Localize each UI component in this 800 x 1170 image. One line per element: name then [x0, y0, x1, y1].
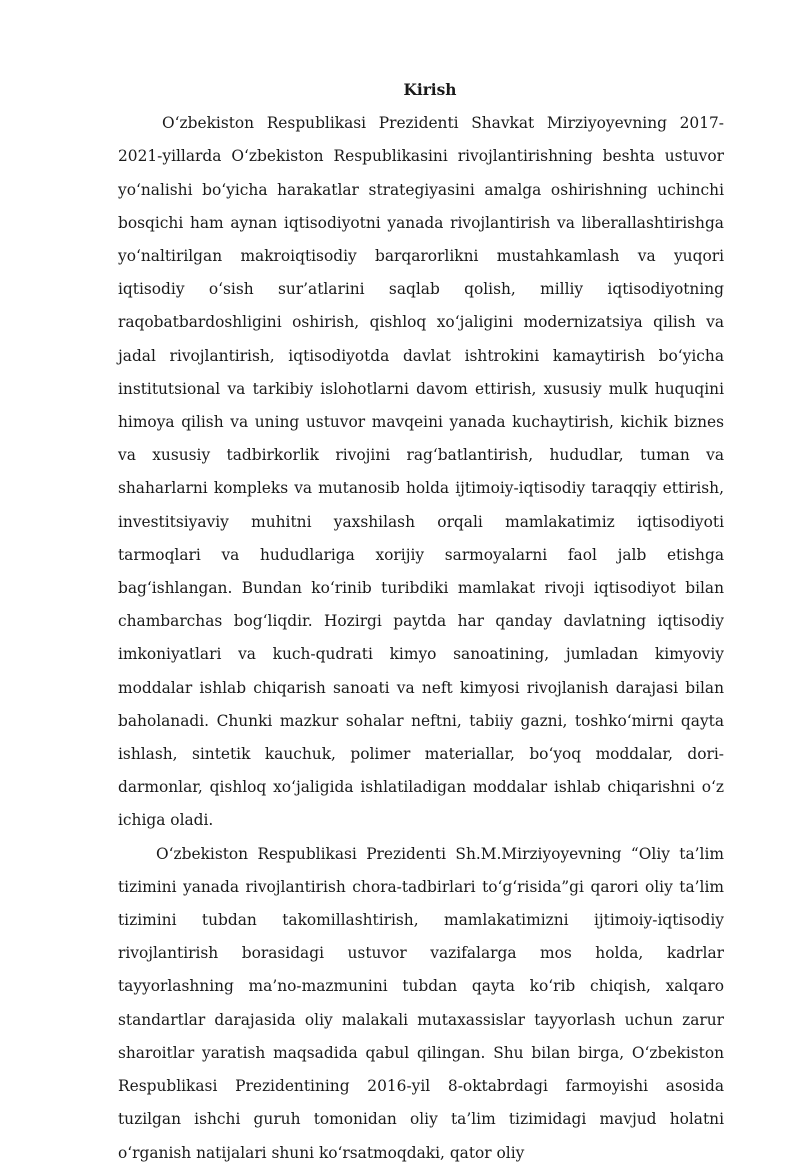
section-title: Kirish	[403, 81, 457, 99]
paragraph-1: O‘zbekiston Respublikasi Prezidenti Shavkat Mirziyoyevning 2017-2021-yillarda O‘zbekiston Respublikasini rivojlantirishning beshta ustuvor yo‘nalishi bo‘yicha harakatlar strategiyasini amalga oshirishning uchinchi bosqichi ham aynan iqtisodiyotni yanada rivojlantirish va liberallashtirishga yo‘naltirilgan makroiqtisodiy barqarorlikni mustahkamlash va yuqori iqtisodiy o‘sish sur’atlarini saqlab qolish, milliy iqtisodiyotning raqobatbardoshligini oshirish, qishloq xo‘jaligini modernizatsiya qilish va jadal rivojlantirish, iqtisodiyotda davlat ishtrokini kamaytirish bo‘yicha institutsional va tarkibiy islohotlarni davom ettirish, xususiy mulk huquqini himoya qilish va uning ustuvor mavqeini yanada kuchaytirish, kichik biznes va xususiy tadbirkorlik rivojini rag‘batlantirish, hududlar, tuman va shaharlarni kompleks va mutanosib holda ijtimoiy-iqtisodiy taraqqiy ettirish, investitsiyaviy muhitni yaxshilash orqali mamlakatimiz iqtisodiyoti tarmoqlari va hududlariga xorijiy sarmoyalarni faol jalb etishga bag‘ishlangan. Bundan ko‘rinib turibdiki mamlakat rivoji iqtisodiyot bilan chambarchas bog‘liqdir. Hozirgi paytda har qanday davlatning iqtisodiy imkoniyatlari va kuch-qudrati kimyo sanoatining, jumladan kimyoviy moddalar ishlab chiqarish sanoati va neft kimyosi rivojlanish darajasi bilan baholanadi. Chunki mazkur sohalar neftni, tabiiy gazni, toshko‘mirni qayta ishlash, sintetik kauchuk, polimer materiallar, bo‘yoq moddalar, dori-darmonlar, qishloq xo‘jaligida ishlatiladigan moddalar ishlab chiqarishni o‘z ichiga oladi.	[118, 114, 724, 830]
paragraph-2: O‘zbekiston Respublikasi Prezidenti Sh.M.Mirziyoyevning “Oliy ta’lim tizimini yanada rivojlantirish chora-tadbirlari to‘g‘risida”gi qarori oliy ta’lim tizimini tubdan takomillashtirish, mamlakatimizni ijtimoiy-iqtisodiy rivojlantirish borasidagi ustuvor vazifalarga mos holda, kadrlar tayyorlashning ma’no-mazmunini tubdan qayta ko‘rib chiqish, xalqaro standartlar darajasida oliy malakali mutaxassislar tayyorlash uchun zarur sharoitlar yaratish maqsadida qabul qilingan. Shu bilan birga, O‘zbekiston Respublikasi Prezidentining 2016-yil 8-oktabrdagi farmoyishi asosida tuzilgan ishchi guruh tomonidan oliy ta’lim tizimidagi mavjud holatni o‘rganish natijalari shuni ko‘rsatmoqdaki, qator oliy	[118, 844, 724, 1162]
document-body	[118, 74, 724, 1170]
